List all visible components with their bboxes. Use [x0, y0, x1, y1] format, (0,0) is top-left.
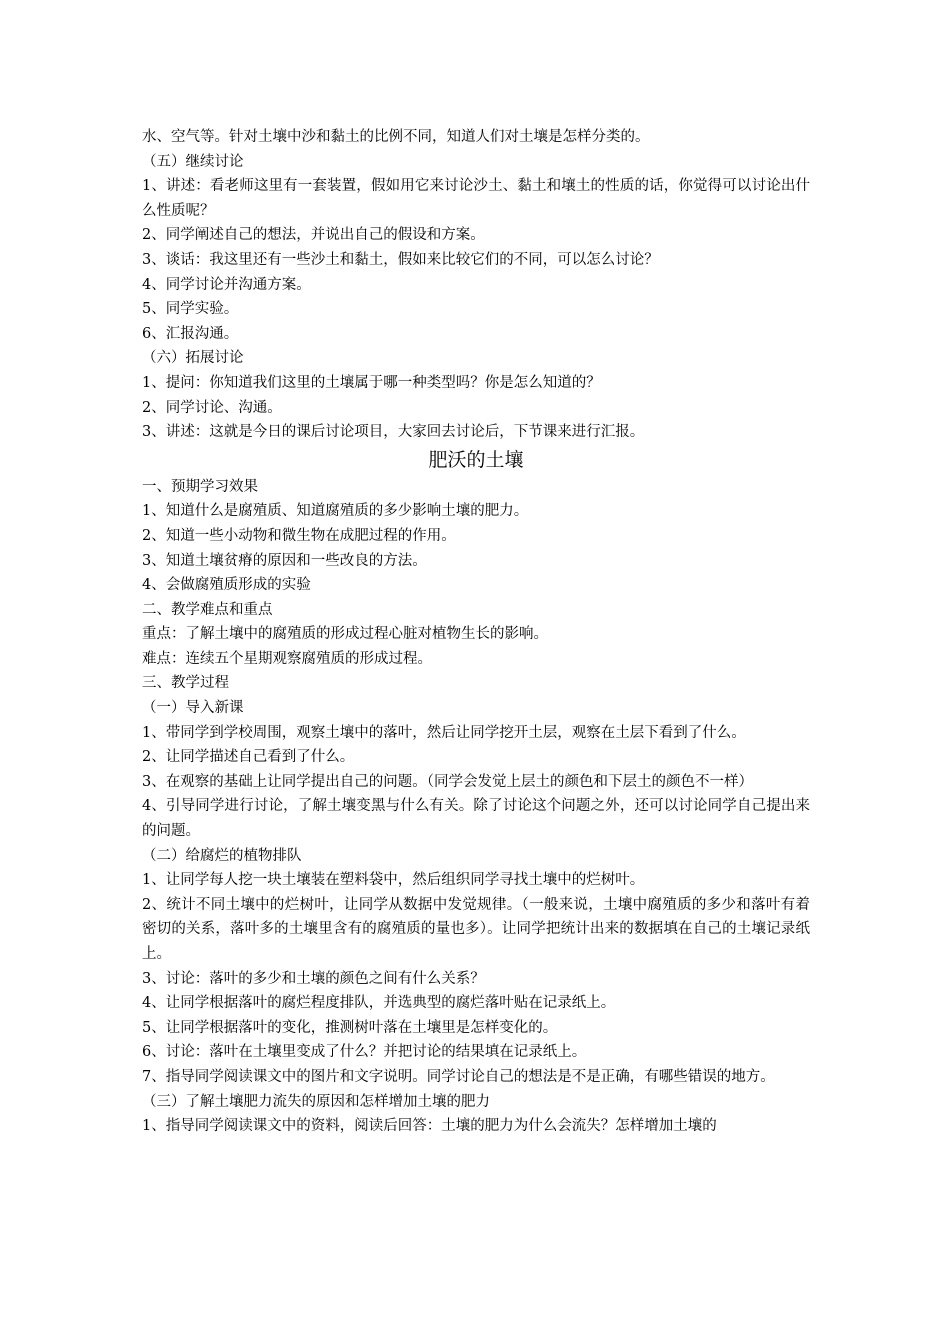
paragraph: 3、谈话：我这里还有一些沙土和黏土，假如来比较它们的不同，可以怎么讨论？	[142, 251, 659, 268]
paragraph: 5、让同学根据落叶的变化，推测树叶落在土壤里是怎样变化的。	[142, 1019, 558, 1036]
paragraph: 2、同学阐述自己的想法，并说出自己的假设和方案。	[142, 227, 485, 244]
paragraph: 1、讲述：看老师这里有一套装置，假如用它来讨论沙土、黏土和壤土的性质的话，你觉得可以讨论出什么性质呢？	[142, 178, 810, 219]
paragraph: 4、会做腐殖质形成的实验	[142, 577, 311, 594]
paragraph: 水、空气等。针对土壤中沙和黏土的比例不同，知道人们对土壤是怎样分类的。	[142, 129, 650, 145]
section-heading: （三）了解土壤肥力流失的原因和怎样增加土壤的肥力	[142, 1093, 490, 1110]
paragraph: 5、同学实验。	[142, 301, 239, 318]
section-heading: 三、教学过程	[142, 675, 229, 692]
paragraph: 1、带同学到学校周围，观察土壤中的落叶，然后让同学挖开土层，观察在土层下看到了什么。	[142, 724, 746, 741]
paragraph: 2、让同学描述自己看到了什么。	[142, 749, 355, 766]
section-heading: （二）给腐烂的植物排队	[142, 847, 302, 864]
paragraph: 4、引导同学进行讨论，了解土壤变黑与什么有关。除了讨论这个问题之外，还可以讨论同学自己提出来的问题。	[142, 798, 810, 840]
document-body	[142, 125, 810, 1139]
paragraph: 4、同学讨论并沟通方案。	[142, 276, 311, 293]
section-heading: （五）继续讨论	[142, 153, 244, 170]
section-heading: 二、教学难点和重点	[142, 601, 273, 618]
paragraph: 2、统计不同土壤中的烂树叶，让同学从数据中发觉规律。（一般来说，土壤中腐殖质的多少和落叶有着密切的关系，落叶多的土壤里含有的腐殖质的量也多）。让同学把统计出来的数据填在自己的土壤记录纸上。	[142, 896, 810, 962]
paragraph: 2、同学讨论、沟通。	[142, 399, 282, 416]
section-heading: （一）导入新课	[142, 700, 244, 717]
paragraph: 3、在观察的基础上让同学提出自己的问题。（同学会发觉上层土的颜色和下层土的颜色不一样）	[142, 773, 753, 790]
paragraph: 2、知道一些小动物和微生物在成肥过程的作用。	[142, 527, 456, 544]
section-heading: 一、预期学习效果	[142, 478, 258, 495]
paragraph: 7、指导同学阅读课文中的图片和文字说明。同学讨论自己的想法是不是正确，有哪些错误的地方。	[142, 1068, 775, 1085]
paragraph: 3、知道土壤贫瘠的原因和一些改良的方法。	[142, 552, 427, 569]
paragraph: 6、讨论：落叶在土壤里变成了什么？并把讨论的结果填在记录纸上。	[142, 1044, 587, 1061]
section-heading: （六）拓展讨论	[142, 350, 244, 367]
paragraph: 难点：连续五个星期观察腐殖质的形成过程。	[142, 650, 432, 667]
paragraph: 1、知道什么是腐殖质、知道腐殖质的多少影响土壤的肥力。	[142, 503, 529, 520]
document-title: 肥沃的土壤	[428, 448, 524, 471]
paragraph: 4、让同学根据落叶的腐烂程度排队，并选典型的腐烂落叶贴在记录纸上。	[142, 995, 616, 1012]
paragraph: 1、指导同学阅读课文中的资料，阅读后回答：土壤的肥力为什么会流失？怎样增加土壤的	[142, 1118, 717, 1135]
paragraph: 1、提问：你知道我们这里的土壤属于哪一种类型吗？你是怎么知道的？	[142, 374, 601, 391]
paragraph: 3、讲述：这就是今日的课后讨论项目，大家回去讨论后，下节课来进行汇报。	[142, 424, 645, 441]
paragraph: 重点：了解土壤中的腐殖质的形成过程心脏对植物生长的影响。	[142, 626, 548, 643]
paragraph: 6、汇报沟通。	[142, 325, 239, 342]
paragraph: 3、讨论：落叶的多少和土壤的颜色之间有什么关系？	[142, 970, 485, 987]
paragraph: 1、让同学每人挖一块土壤装在塑料袋中，然后组织同学寻找土壤中的烂树叶。	[142, 872, 645, 889]
